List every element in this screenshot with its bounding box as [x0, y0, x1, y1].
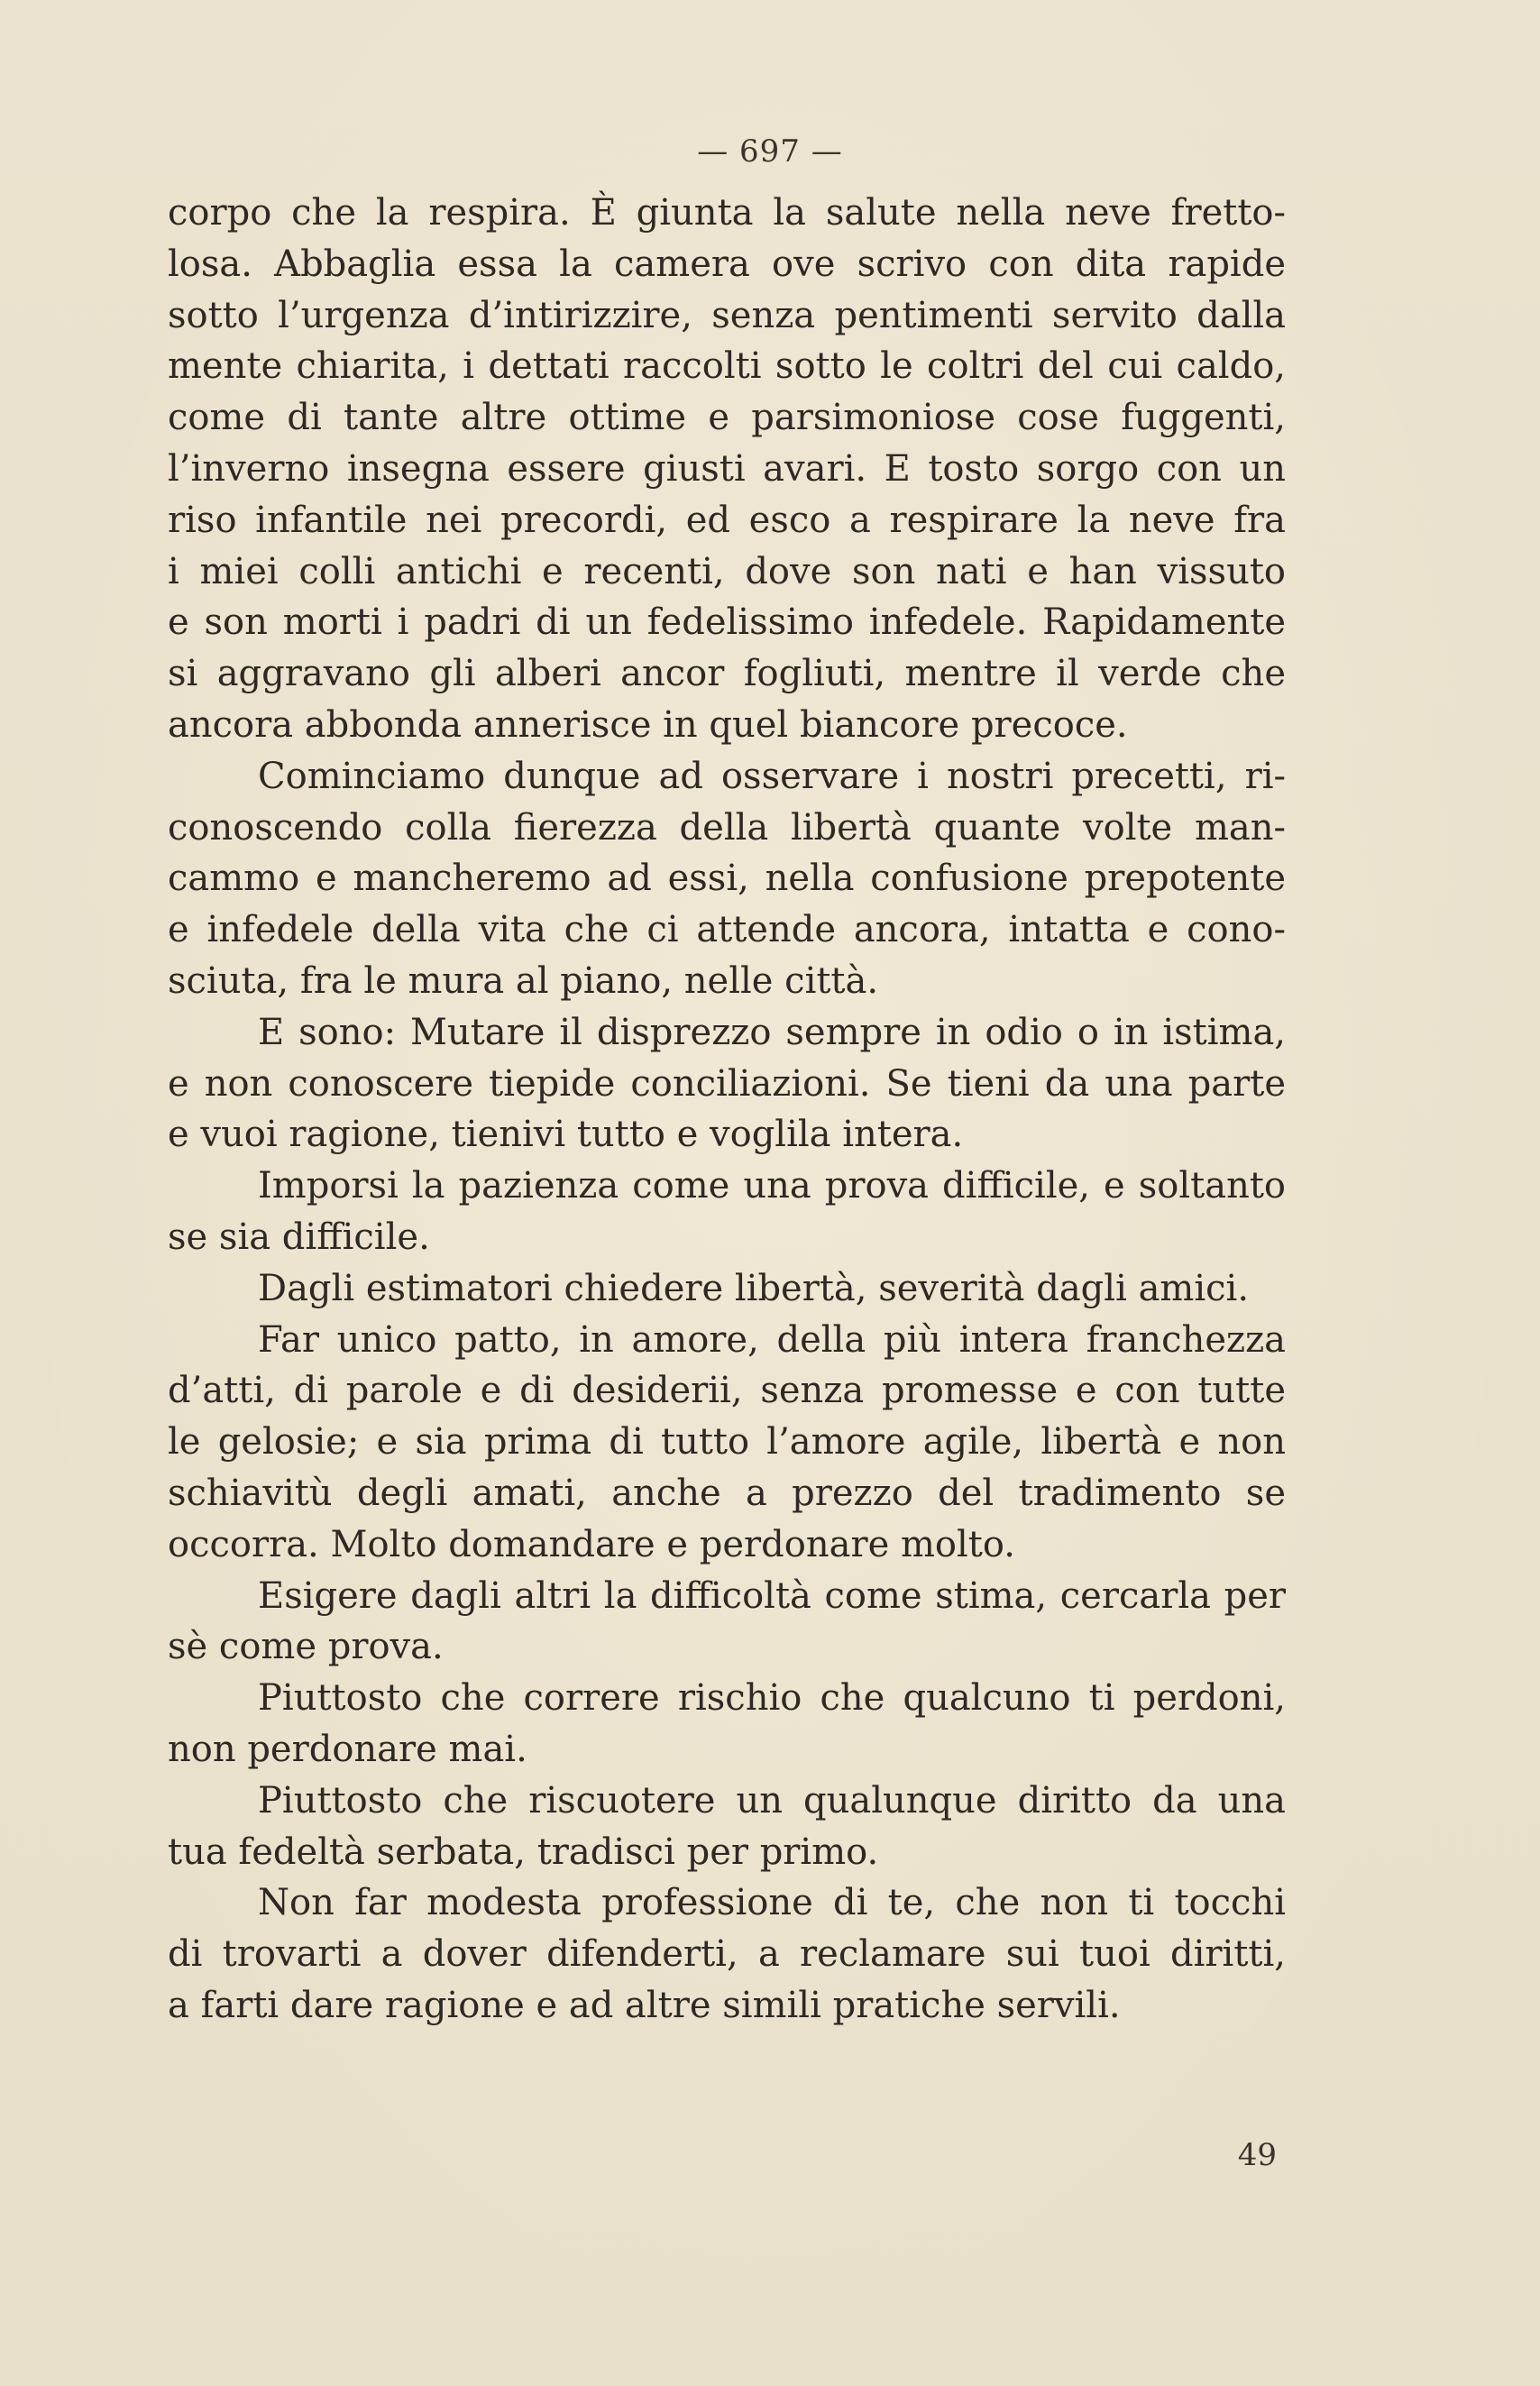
- text-line: come di tante altre ottime e parsimoniose cose fuggenti,: [168, 397, 1286, 439]
- text-line: di trovarti a dover difenderti, a reclamare sui tuoi diritti,: [168, 1933, 1286, 1976]
- body-text: [168, 188, 1286, 2032]
- text-line: occorra. Molto domandare e perdonare molto.: [168, 1523, 1015, 1565]
- text-line: riso infantile nei precordi, ed esco a respirare la neve fra: [168, 499, 1286, 541]
- text-line: corpo che la respira. È giunta la salute nella neve fretto-: [168, 192, 1286, 234]
- text-line: losa. Abbaglia essa la camera ove scrivo con dita rapide: [168, 243, 1286, 285]
- text-line: ancora abbonda annerisce in quel biancore precoce.: [168, 703, 1128, 746]
- text-line: tua fedeltà serbata, tradisci per primo.: [168, 1831, 879, 1873]
- text-line: E sono: Mutare il disprezzo sempre in odio o in istima,: [258, 1011, 1286, 1053]
- text-line: sotto l’urgenza d’intirizzire, senza pentimenti servito dalla: [168, 294, 1286, 336]
- text-line: sciuta, fra le mura al piano, nelle città.: [168, 959, 879, 1002]
- text-line: non perdonare mai.: [168, 1728, 527, 1770]
- signature-mark: 49: [1237, 2137, 1277, 2173]
- text-line: i miei colli antichi e recenti, dove son nati e han vissuto: [168, 550, 1286, 592]
- text-line: Dagli estimatori chiedere libertà, severità dagli amici.: [258, 1267, 1250, 1309]
- text-line: e non conoscere tiepide conciliazioni. Se tieni da una parte: [168, 1062, 1286, 1105]
- text-line: e son morti i padri di un fedelissimo infedele. Rapidamente: [168, 601, 1286, 644]
- text-line: se sia difficile.: [168, 1216, 430, 1258]
- text-line: Non far modesta professione di te, che non ti tocchi: [258, 1882, 1286, 1924]
- text-line: sè come prova.: [168, 1626, 444, 1668]
- text-line: Piuttosto che riscuotere un qualunque diritto da una: [258, 1779, 1286, 1822]
- text-line: a farti dare ragione e ad altre simili pratiche servili.: [168, 1984, 1121, 2026]
- text-line: cammo e mancheremo ad essi, nella confusione prepotente: [168, 858, 1286, 900]
- text-line: le gelosie; e sia prima di tutto l’amore agile, libertà e non: [168, 1421, 1286, 1464]
- text-line: Far unico patto, in amore, della più intera franchezza: [258, 1318, 1286, 1361]
- text-line: schiavitù degli amati, anche a prezzo del tradimento se: [168, 1472, 1286, 1514]
- text-line: Esigere dagli altri la difficoltà come stima, cercarla per: [258, 1574, 1286, 1617]
- text-line: Cominciamo dunque ad osservare i nostri precetti, ri-: [258, 755, 1286, 797]
- text-line: si aggravano gli alberi ancor fogliuti, mentre il verde che: [168, 653, 1286, 695]
- text-line: l’inverno insegna essere giusti avari. E tosto sorgo con un: [168, 447, 1286, 490]
- text-line: e vuoi ragione, tienivi tutto e voglila intera.: [168, 1114, 964, 1156]
- text-line: Piuttosto che correre rischio che qualcuno ti perdoni,: [258, 1677, 1286, 1720]
- text-line: conoscendo colla fierezza della libertà quante volte man-: [168, 806, 1286, 849]
- page-number-header: — 697 —: [697, 133, 843, 170]
- text-line: mente chiarita, i dettati raccolti sotto le coltri del cui caldo,: [168, 345, 1286, 388]
- text-line: e infedele della vita che ci attende ancora, intatta e cono-: [168, 909, 1286, 951]
- text-line: Imporsi la pazienza come una prova difficile, e soltanto: [258, 1165, 1286, 1207]
- text-line: d’atti, di parole e di desiderii, senza promesse e con tutte: [168, 1370, 1286, 1412]
